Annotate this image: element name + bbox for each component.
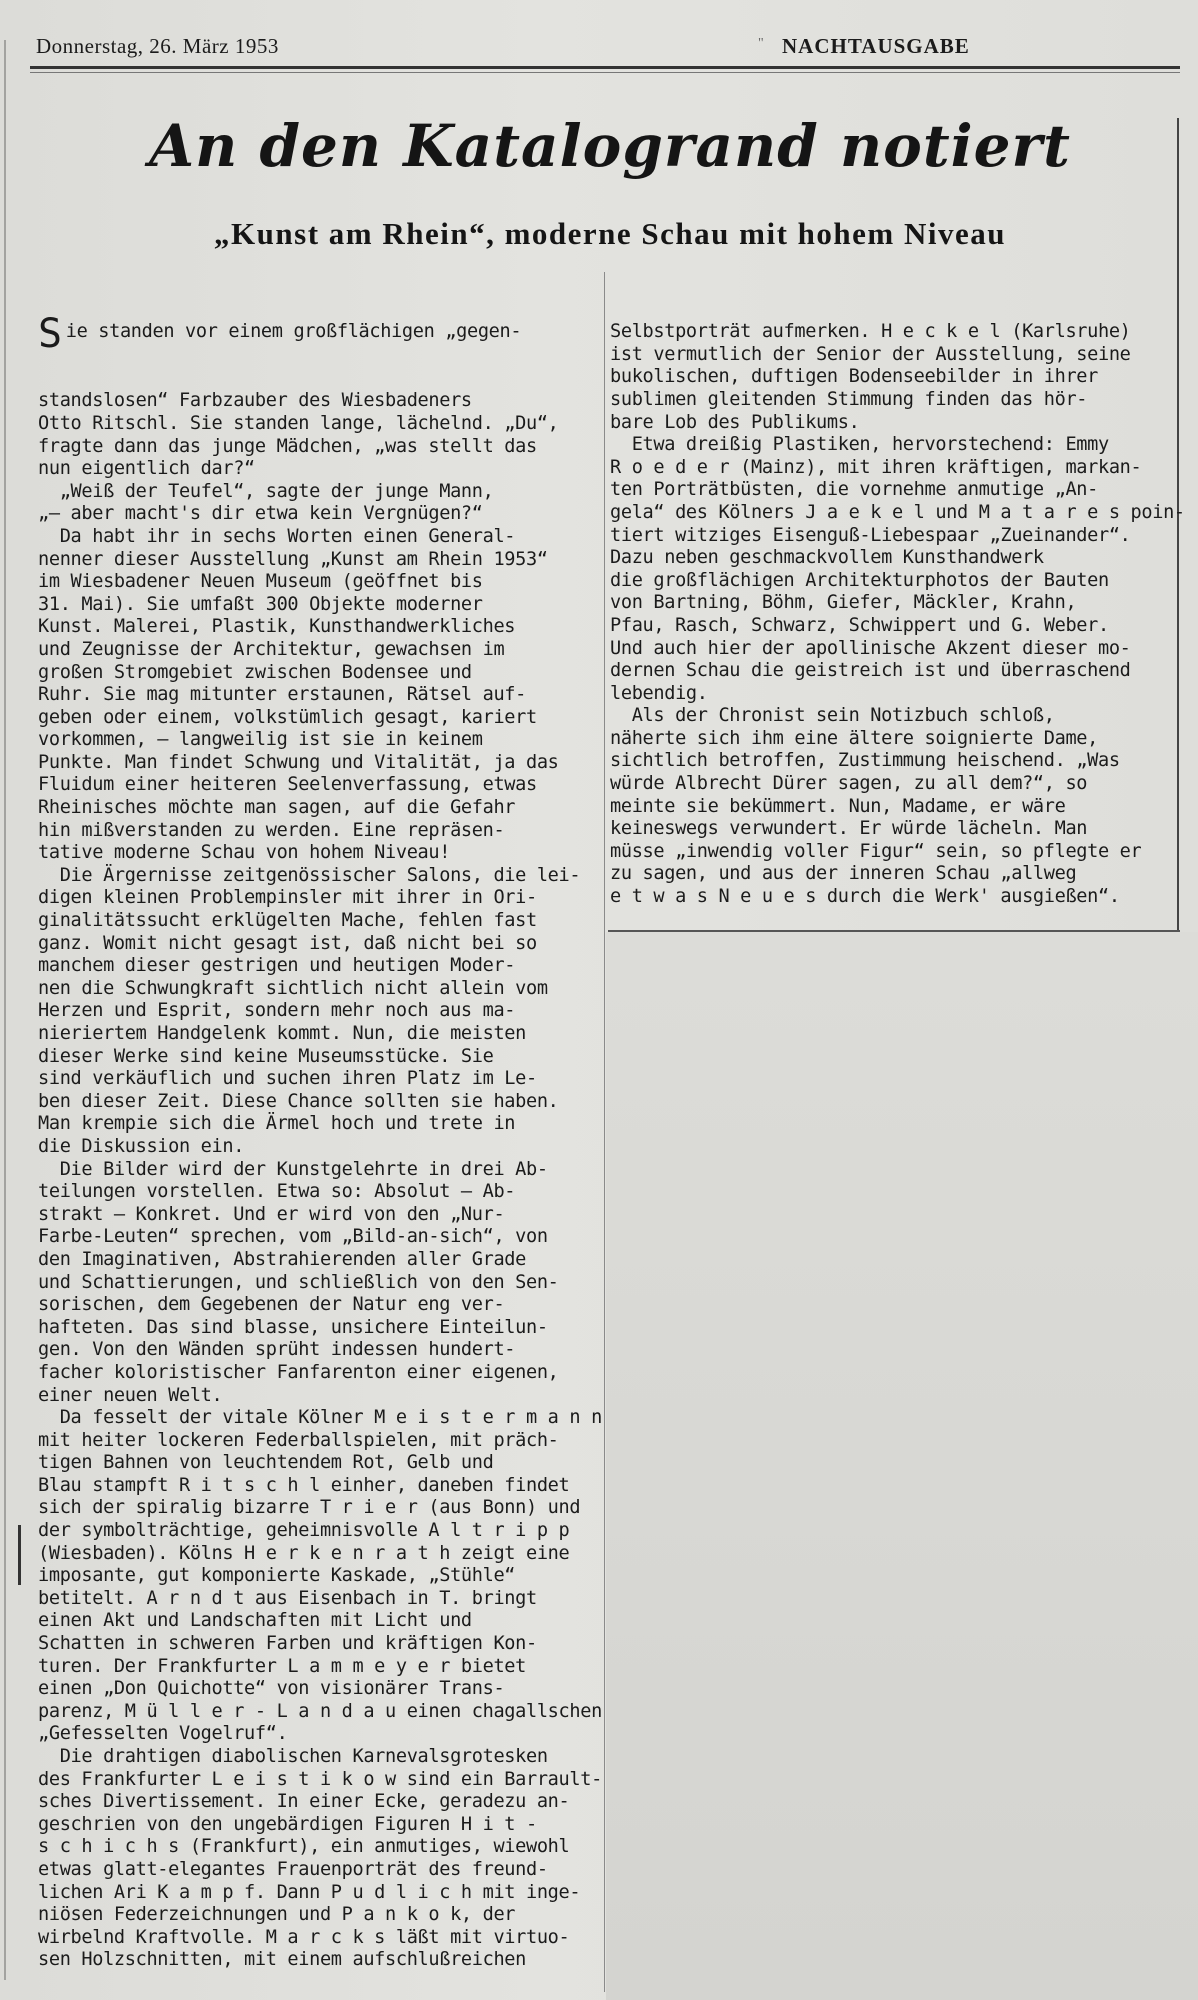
text-line: 31. Mai). Sie umfaßt 300 Objekte moderner xyxy=(38,593,483,615)
text-line: Und auch hier der apollinische Akzent dieser mo- xyxy=(610,637,1131,659)
text-line: Pfau, Rasch, Schwarz, Schwippert und G. Weber. xyxy=(610,614,1109,636)
subheadline: „Kunst am Rhein“, moderne Schau mit hohem Niveau xyxy=(214,216,1006,251)
text-line: lebendig. xyxy=(610,682,708,704)
text-line: ten Porträtbüsten, die vornehme anmutige „An- xyxy=(610,479,1098,501)
text-line: dieser Werke sind keine Museumsstücke. Sie xyxy=(38,1045,494,1067)
text-line: (Wiesbaden). Kölns H e r k e n r a t h zeigt eine xyxy=(38,1542,570,1564)
text-line: vorkommen, — langweilig ist sie in keinem xyxy=(38,729,483,751)
text-line: dernen Schau die geistreich ist und überraschend xyxy=(610,660,1131,682)
text-line: die Diskussion ein. xyxy=(38,1135,245,1157)
text-line: hin mißverstanden zu werden. Eine repräsen- xyxy=(38,819,505,841)
text-line: niösen Federzeichnungen und P a n k o k, der xyxy=(38,1904,516,1926)
text-line: Rheinisches möchte man sagen, auf die Gefahr xyxy=(38,797,516,819)
text-line: gen. Von den Wänden sprüht indessen hundert- xyxy=(38,1339,516,1361)
text-line: bare Lob des Publikums. xyxy=(610,411,860,433)
first-line xyxy=(38,311,596,358)
text-line: näherte sich ihm eine ältere soignierte Dame, xyxy=(610,727,1098,749)
text-line: ben dieser Zeit. Diese Chance sollten sie haben. xyxy=(38,1090,559,1112)
text-line: imposante, gut komponierte Kaskade, „Stühle“ xyxy=(38,1565,516,1587)
text-line: ganz. Womit nicht gesagt ist, daß nicht bei so xyxy=(38,932,537,954)
text-line: sind verkäuflich und suchen ihren Platz im Le- xyxy=(38,1068,537,1090)
text-line: Die Bilder wird der Kunstgelehrte in drei Ab- xyxy=(38,1158,548,1180)
text-line: von Bartning, Böhm, Giefer, Mäckler, Krahn, xyxy=(610,592,1077,614)
text-line: einer neuen Welt. xyxy=(38,1384,223,1406)
text-line: Ruhr. Sie mag mitunter erstaunen, Rätsel auf- xyxy=(38,684,526,706)
empty-area xyxy=(606,932,1198,2000)
text-line: nen die Schwungkraft sichtlich nicht allein vom xyxy=(38,977,548,999)
headline: An den Katalogrand notiert xyxy=(149,112,1071,180)
text-line: Da fesselt der vitale Kölner M e i s t e r m a n n xyxy=(38,1407,602,1429)
text-line: ist vermutlich der Senior der Ausstellung, seine xyxy=(610,343,1131,365)
text-line: sich der spiralig bizarre T r i e r (aus Bonn) und xyxy=(38,1497,581,1519)
text-line: Blau stampft R i t s c h l einher, daneben findet xyxy=(38,1474,570,1496)
text-line: sen Holzschnitten, mit einem aufschlußreichen xyxy=(38,1949,526,1971)
text-line: „Gefesselten Vogelruf“. xyxy=(38,1723,288,1745)
text-line: sorischen, dem Gegebenen der Natur eng ver- xyxy=(38,1294,505,1316)
text-line: Punkte. Man findet Schwung und Vitalität, ja das xyxy=(38,751,559,773)
text-line: des Frankfurter L e i s t i k o w sind ein Barrault- xyxy=(38,1768,602,1790)
text-line: wirbelnd Kraftvolle. M a r c k s läßt mit virtuo- xyxy=(38,1926,570,1948)
text-line: „— aber macht's dir etwa kein Vergnügen?“ xyxy=(38,503,483,525)
first-line-text: ie standen vor einem großflächigen „gegen- xyxy=(65,321,522,343)
text-line: lichen Ari K a m p f. Dann P u d l i c h mit inge- xyxy=(38,1881,581,1903)
text-line: keineswegs verwundert. Er würde lächeln. Man xyxy=(610,818,1088,840)
text-line: sichtlich betroffen, Zustimmung heischend. „Was xyxy=(610,750,1120,772)
text-line: Man krempie sich die Ärmel hoch und trete in xyxy=(38,1113,516,1135)
column-2-lines xyxy=(610,321,1185,908)
text-line: s c h i c h s (Frankfurt), ein anmutiges, wiewohl xyxy=(38,1836,570,1858)
text-line: müsse „inwendig voller Figur“ sein, so pflegte er xyxy=(610,840,1142,862)
text-line: Als der Chronist sein Notizbuch schloß, xyxy=(610,705,1055,727)
edition-label: NACHTAUSGABE xyxy=(782,34,970,58)
text-line: standslosen“ Farbzauber des Wiesbadeners xyxy=(38,390,472,412)
text-line: Kunst. Malerei, Plastik, Kunsthandwerkliches xyxy=(38,616,516,638)
text-line: den Imaginativen, Abstrahierenden aller Grade xyxy=(38,1248,526,1270)
paper-edge xyxy=(4,40,6,1980)
column-1-lines xyxy=(38,390,602,1972)
text-line: R o e d e r (Mainz), mit ihren kräftigen, markan- xyxy=(610,456,1142,478)
text-line: facher koloristischer Fanfarenton einer eigenen, xyxy=(38,1361,559,1383)
text-line: einen Akt und Landschaften mit Licht und xyxy=(38,1610,472,1632)
text-line: Selbstporträt aufmerken. H e c k e l (Karlsruhe) xyxy=(610,321,1131,343)
text-line: im Wiesbadener Neuen Museum (geöffnet bis xyxy=(38,571,483,593)
text-line: digen kleinen Problempinsler mit ihrer in Ori- xyxy=(38,887,537,909)
dropcap: S xyxy=(38,311,62,358)
text-line: sches Divertissement. In einer Ecke, geradezu an- xyxy=(38,1791,570,1813)
text-line: geben oder einem, volkstümlich gesagt, kariert xyxy=(38,706,537,728)
text-line: strakt — Konkret. Und er wird von den „Nur- xyxy=(38,1203,505,1225)
text-line: sublimen gleitenden Stimmung finden das hör- xyxy=(610,388,1088,410)
text-line: Otto Ritschl. Sie standen lange, lächelnd. „Du“, xyxy=(38,412,559,434)
text-line: gela“ des Kölners J a e k e l und M a t a r e s poin- xyxy=(610,501,1185,523)
text-line: tiert witziges Eisenguß-Liebespaar „Zueinander“. xyxy=(610,524,1131,546)
text-line: e t w a s N e u e s durch die Werk' ausgießen“. xyxy=(610,886,1120,908)
issue-date: Donnerstag, 26. März 1953 xyxy=(36,34,279,58)
text-line: turen. Der Frankfurter L a m m e y e r bietet xyxy=(38,1655,526,1677)
text-line: „Weiß der Teufel“, sagte der junge Mann, xyxy=(38,480,494,502)
text-line: großen Stromgebiet zwischen Bodensee und xyxy=(38,661,472,683)
text-line: tigen Bahnen von leuchtendem Rot, Gelb und xyxy=(38,1452,494,1474)
header-rule xyxy=(30,66,1180,69)
text-line: und Zeugnisse der Architektur, gewachsen im xyxy=(38,638,505,660)
article-column-2 xyxy=(610,276,1185,999)
text-line: geschrien von den ungebärdigen Figuren H i t - xyxy=(38,1813,537,1835)
text-line: fragte dann das junge Mädchen, „was stellt das xyxy=(38,435,537,457)
print-mark: " xyxy=(758,36,764,51)
text-line: nun eigentlich dar?“ xyxy=(38,458,255,480)
margin-mark xyxy=(18,1525,21,1585)
text-line: Die drahtigen diabolischen Karnevalsgrotesken xyxy=(38,1746,548,1767)
text-line: zu sagen, und aus der inneren Schau „allweg xyxy=(610,863,1077,885)
text-line: Herzen und Esprit, sondern mehr noch aus ma- xyxy=(38,1000,516,1022)
text-line: Etwa dreißig Plastiken, hervorstechend: Emmy xyxy=(610,434,1109,456)
article-column-1 xyxy=(38,276,602,1995)
text-line: Da habt ihr in sechs Worten einen General- xyxy=(38,525,516,547)
text-line: meinte sie bekümmert. Nun, Madame, er wäre xyxy=(610,795,1066,817)
text-line: Dazu neben geschmackvollem Kunsthandwerk xyxy=(610,547,1044,569)
text-line: Farbe-Leuten“ sprechen, vom „Bild-an-sich“, von xyxy=(38,1226,548,1248)
text-line: Fluidum einer heiteren Seelenverfassung, etwas xyxy=(38,774,537,796)
text-line: etwas glatt-elegantes Frauenporträt des freund- xyxy=(38,1858,548,1880)
text-line: würde Albrecht Dürer sagen, zu all dem?“, so xyxy=(610,773,1088,795)
page-header xyxy=(36,34,1181,68)
text-line: der symbolträchtige, geheimnisvolle A l t r i p p xyxy=(38,1520,570,1542)
text-line: nenner dieser Ausstellung „Kunst am Rhein 1953“ xyxy=(38,548,548,570)
text-line: tative moderne Schau von hohem Niveau! xyxy=(38,842,451,864)
text-line: Schatten in schweren Farben und kräftigen Kon- xyxy=(38,1633,537,1655)
text-line: parenz, M ü l l e r - L a n d a u einen chagallschen xyxy=(38,1700,602,1722)
header-rule-thin xyxy=(30,72,1180,73)
column-divider xyxy=(604,272,605,1992)
text-line: Die Ärgernisse zeitgenössischer Salons, die lei- xyxy=(38,864,581,886)
text-line: hafteten. Das sind blasse, unsichere Einteilun- xyxy=(38,1316,548,1338)
text-line: teilungen vorstellen. Etwa so: Absolut — Ab- xyxy=(38,1181,516,1203)
text-line: und Schattierungen, und schließlich von den Sen- xyxy=(38,1271,559,1293)
text-line: manchem dieser gestrigen und heutigen Moder- xyxy=(38,955,516,977)
text-line: bukolischen, duftigen Bodenseebilder in ihrer xyxy=(610,366,1098,388)
text-line: ginalitätssucht erklügelten Mache, fehlen fast xyxy=(38,910,537,932)
text-line: einen „Don Quichotte“ von visionärer Trans- xyxy=(38,1678,505,1700)
text-line: betitelt. A r n d t aus Eisenbach in T. bringt xyxy=(38,1587,537,1609)
text-line: mit heiter lockeren Federballspielen, mit präch- xyxy=(38,1429,559,1451)
text-line: nieriertem Handgelenk kommt. Nun, die meisten xyxy=(38,1023,526,1044)
text-line: die großflächigen Architekturphotos der Bauten xyxy=(610,569,1109,591)
